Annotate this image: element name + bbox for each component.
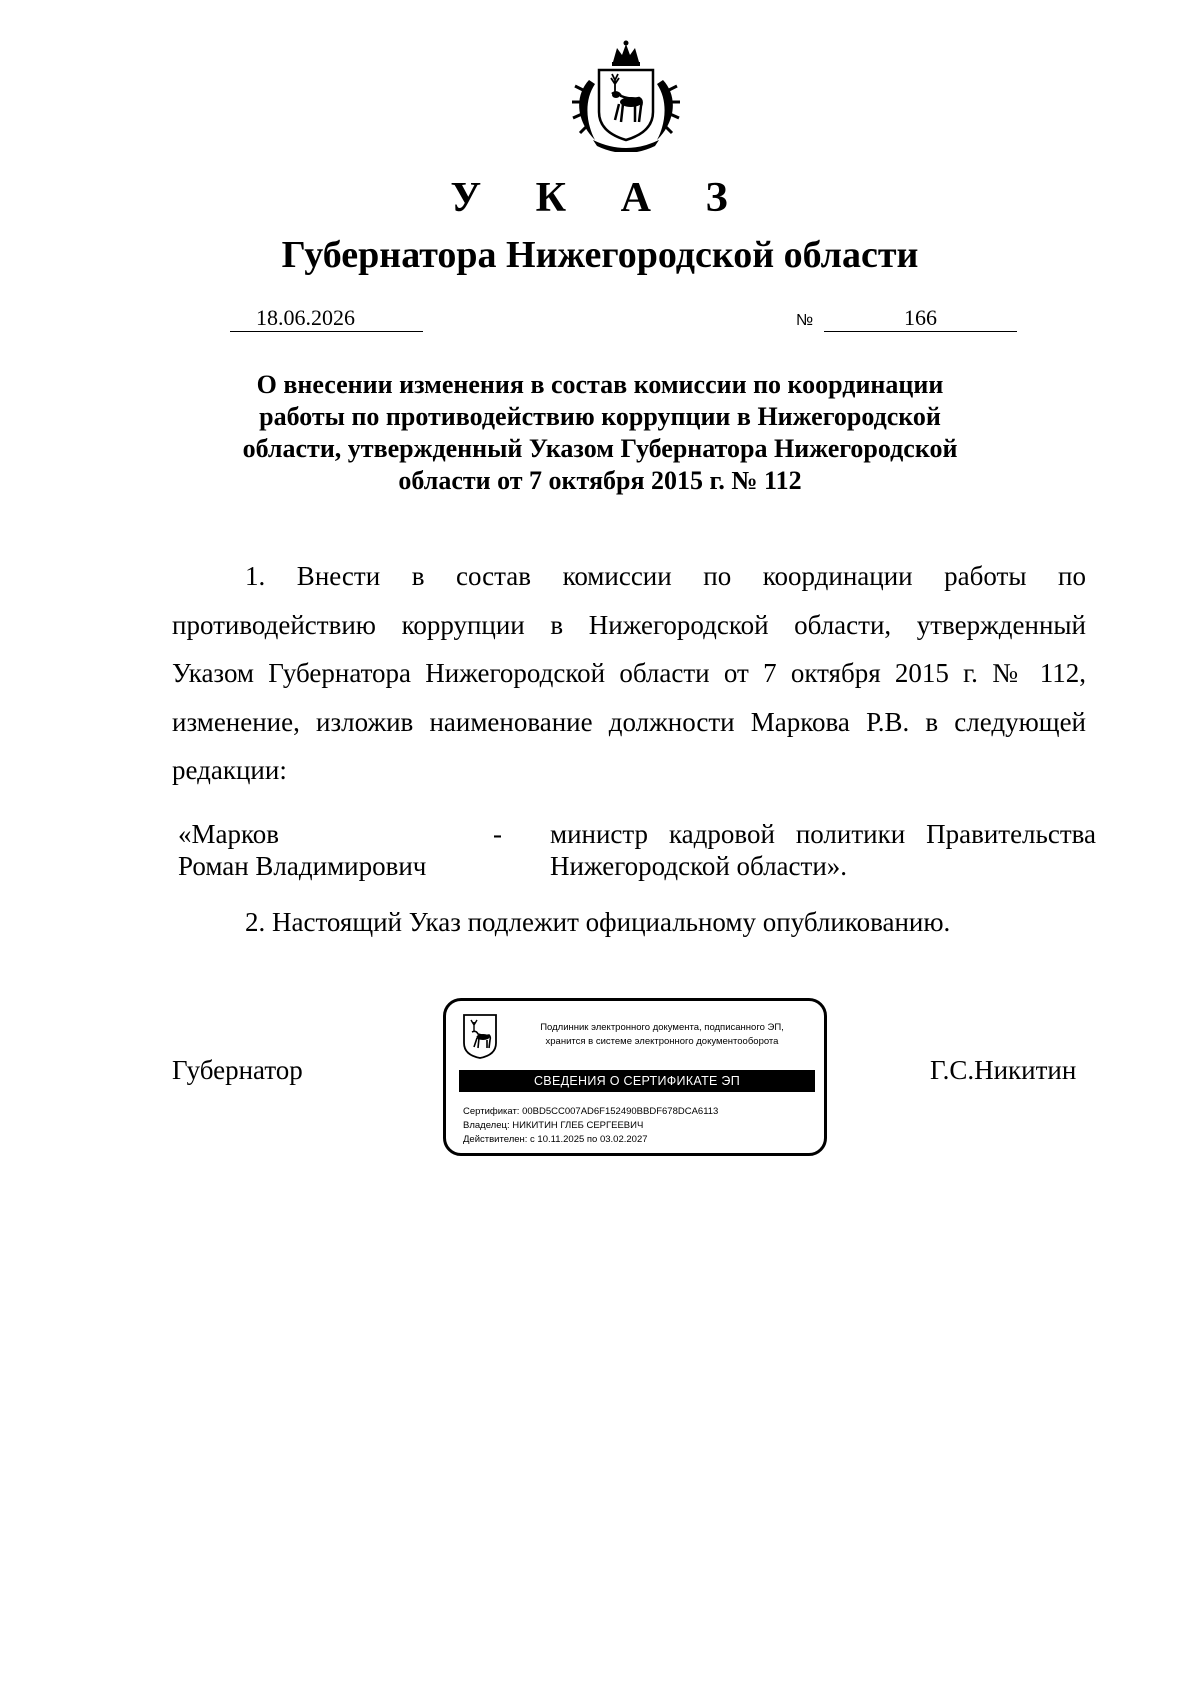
paragraph-1: 1. Внести в состав комиссии по координации работы по противодействию коррупции в Нижегородской области, утвержденный Указом Губернатора Нижегородской области от 7 октября 2015 г. № 112, изменение, изложив наименование должности Маркова Р.В. в следующей редакции: bbox=[172, 561, 1086, 785]
stamp-notice: Подлинник электронного документа, подписанного ЭП, хранится в системе электронного документооборота bbox=[540, 1022, 784, 1047]
document-subject: О внесении изменения в состав комиссии по координации работы по противодействию коррупции в Нижегородской области, утвержденный Указом Губернатора Нижегородской области от 7 октября 2015 г. № 112 bbox=[242, 370, 958, 495]
certificate-id: Сертификат: 00BD5CC007AD6F152490BBDF678DCA6113 bbox=[463, 1106, 719, 1117]
coat-of-arms-icon bbox=[462, 1013, 498, 1059]
signatory-name: Г.С.Никитин bbox=[930, 1055, 1077, 1085]
certificate-validity: Действителен: с 10.11.2025 по 03.02.2027 bbox=[463, 1134, 648, 1145]
issuer-heading: Губернатора Нижегородской области bbox=[281, 234, 919, 276]
stamp-certificate-details bbox=[463, 1105, 718, 1147]
document-type-heading: У К А З bbox=[450, 175, 750, 221]
document-number: 166 bbox=[824, 305, 1017, 332]
official-name: «Марков Роман Владимирович bbox=[178, 819, 427, 881]
certificate-owner: Владелец: НИКИТИН ГЛЕБ СЕРГЕЕВИЧ bbox=[463, 1120, 644, 1131]
paragraph-2: 2. Настоящий Указ подлежит официальному опубликованию. bbox=[245, 907, 951, 937]
stamp-certificate-header: СВЕДЕНИЯ О СЕРТИФИКАТЕ ЭП bbox=[459, 1070, 815, 1092]
coat-of-arms-icon bbox=[565, 40, 687, 152]
entry-dash: - bbox=[493, 819, 502, 849]
document-date: 18.06.2026 bbox=[230, 305, 423, 332]
official-position: министр кадровой политики Правительства Нижегородской области». bbox=[550, 819, 1096, 881]
e-signature-stamp bbox=[443, 998, 827, 1156]
number-label: № bbox=[796, 312, 814, 329]
signatory-role: Губернатор bbox=[172, 1055, 303, 1085]
